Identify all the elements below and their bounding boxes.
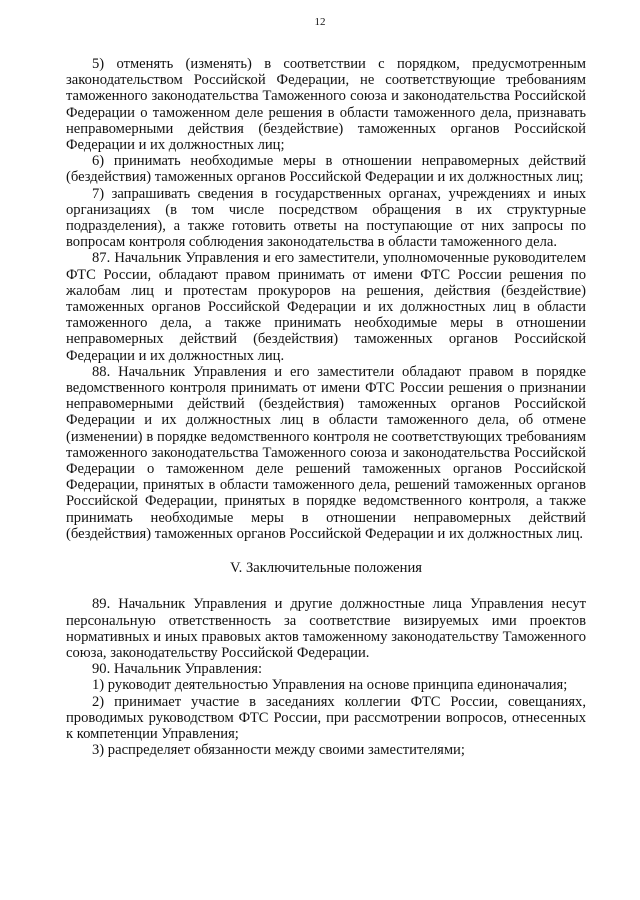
paragraph-item-7: 7) запрашивать сведения в государственных органах, учреждениях и иных организациях (в том числе посредством обращения в их структурные подразделения), а также готовить ответы на поступающие от них запросы по вопросам контроля соблюдения законодательства в области таможенного дела. xyxy=(66,185,586,251)
paragraph-87: 87. Начальник Управления и его заместители, уполномоченные руководителем ФТС России, обладают правом принимать от имени ФТС России решения по жалобам лиц и протестам прокуроров на решения, действия (бездействие) таможенных органов Российской Федерации и их должностных лиц в области таможенного дела, а также принимать необходимые меры в отношении неправомерных действий (бездействия) таможенных органов Российской Федерации и их должностных лиц. xyxy=(66,250,586,364)
paragraph-90-item-3: 3) распределяет обязанности между своими заместителями; xyxy=(92,742,465,759)
paragraph-89: 89. Начальник Управления и другие должностные лица Управления несут персональную ответственность за соответствие визируемых ими проектов нормативных и иных правовых актов таможенному законодательству Таможенного союза, законодательству Российской Федерации. xyxy=(66,596,586,661)
section-heading: V. Заключительные положения xyxy=(230,560,422,577)
paragraph-item-5: 5) отменять (изменять) в соответствии с порядком, предусмотренным законодательством Российской Федерации, не соответствующие требованиям таможенного законодательства Таможенного союза и законодательства Российской Федерации о таможенном деле решения в области таможенного дела, признавать неправомерными действия (бездействие) таможенных органов Российской Федерации и их должностных лиц; xyxy=(66,56,586,154)
paragraph-90-item-2: 2) принимает участие в заседаниях коллегии ФТС России, совещаниях, проводимых руководством ФТС России, при рассмотрении вопросов, отнесенных к компетенции Управления; xyxy=(66,693,586,742)
paragraph-90-item-1: 1) руководит деятельностью Управления на основе принципа единоначалия; xyxy=(92,677,568,694)
document-body xyxy=(66,56,586,758)
page-number: 12 xyxy=(314,16,326,28)
paragraph-item-6: 6) принимать необходимые меры в отношении неправомерных действий (бездействия) таможенных органов Российской Федерации и их должностных лиц; xyxy=(66,153,586,186)
paragraph-88: 88. Начальник Управления и его заместители обладают правом в порядке ведомственного контроля принимать от имени ФТС России решения о признании неправомерными действий (бездействия) таможенных органов Российской Федерации и их должностных лиц в области таможенного дела, об отмене (изменении) в порядке ведомственного контроля не соответствующих требованиям таможенного законодательства Таможенного союза и законодательства Российской Федерации о таможенном деле решений таможенных органов Российской Федерации, принятых в области таможенного дела, решений таможенных органов Российской Федерации, принятых в порядке ведомственного контроля, а также принимать необходимые меры в отношении неправомерных действий (бездействия) таможенных органов Российской Федерации и их должностных лиц. xyxy=(66,363,586,542)
paragraph-90: 90. Начальник Управления: xyxy=(92,661,263,678)
